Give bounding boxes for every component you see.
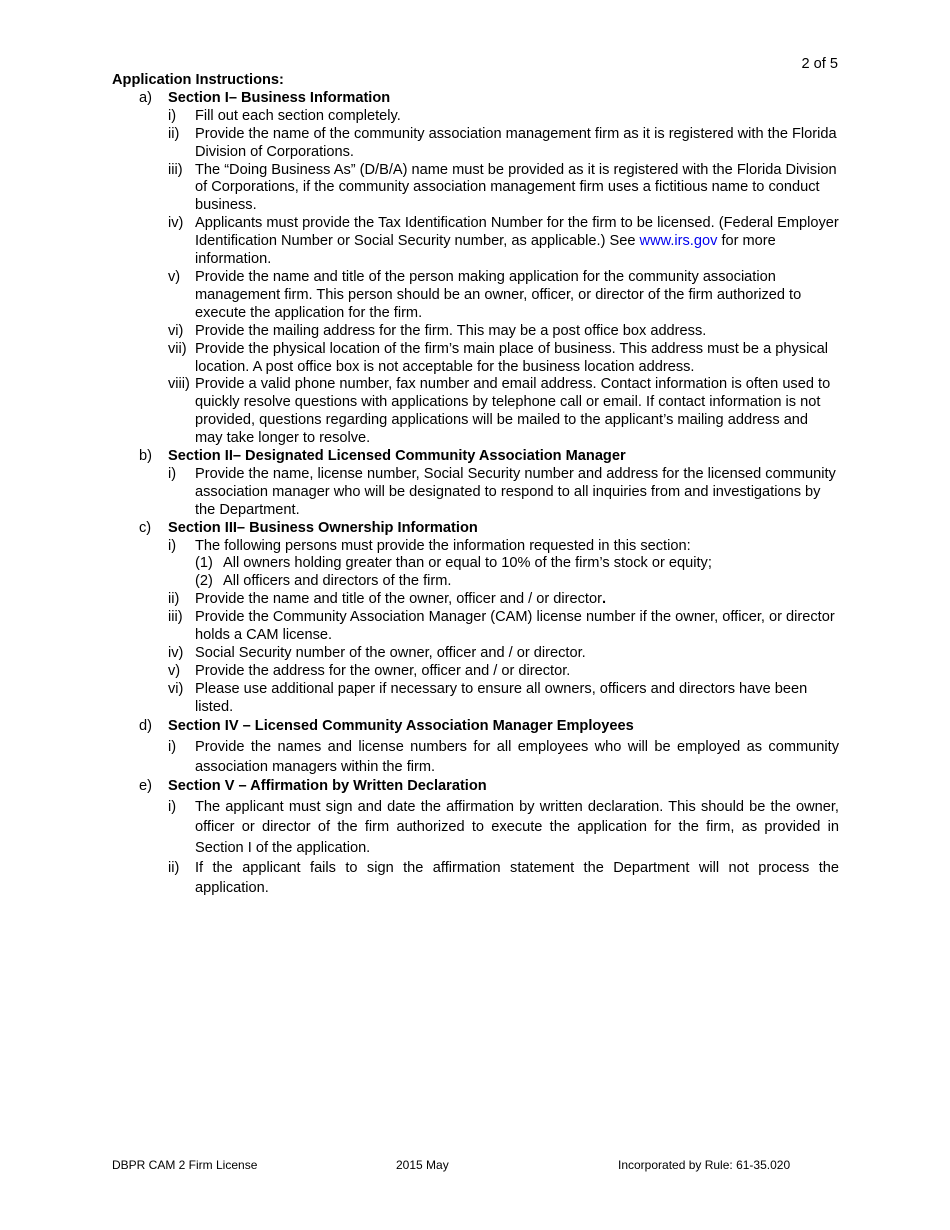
item-number: ii): [168, 591, 180, 608]
footer-rule: Incorporated by Rule: 61-35.020: [618, 1158, 791, 1172]
list-item: [168, 126, 839, 162]
item-text: Fill out each section completely.: [195, 107, 401, 124]
section-affirmation: [112, 778, 839, 898]
section-letter: c): [139, 519, 152, 536]
item-number: iv): [168, 645, 184, 661]
item-number: v): [168, 662, 181, 679]
section-items: [168, 466, 839, 520]
list-item: [168, 609, 839, 645]
list-item: [168, 737, 839, 778]
list-item: [168, 269, 839, 323]
item-number: i): [168, 537, 177, 554]
section-title: Section I– Business Information: [168, 89, 391, 106]
section-business-ownership: [112, 520, 839, 717]
section-business-information: [112, 90, 839, 448]
item-number: viii): [168, 376, 190, 393]
item-text: The applicant must sign and date the affirmation by written declaration. This should be the owner, officer or director of the firm authorized to execute the application for the firm, as provided in Section I of the application.: [195, 799, 839, 856]
section-designated-manager: [112, 448, 839, 520]
item-number: iii): [168, 609, 183, 626]
item-text: Provide the mailing address for the firm. This may be a post office box address.: [195, 322, 707, 339]
section-letter: a): [139, 89, 152, 106]
item-text: Provide a valid phone number, fax number and email address. Contact information is often used to quickly resolve questions with applications by telephone call or email. If contact information is not provided, questions regarding applications will be mailed to the applicant’s mailing address and may take longer to resolve.: [195, 376, 831, 447]
item-text: Provide the physical location of the firm’s main place of business. This address must be a physical location. A post office box is not acceptable for the business location address.: [195, 340, 828, 375]
section-letter: e): [139, 778, 152, 795]
section-letter: b): [139, 448, 152, 465]
item-text: for more information.: [195, 233, 776, 268]
page-number: 2 of 5: [801, 56, 838, 72]
section-title: Section II– Designated Licensed Community Association Manager: [168, 448, 626, 465]
list-item: [168, 663, 839, 681]
item-text: Provide the name, license number, Social Security number and address for the licensed community association manager who will be designated to respond to all inquiries from and investigations by the Department.: [195, 465, 836, 518]
list-item: [168, 538, 839, 592]
section-items: [168, 538, 839, 717]
item-number: iii): [168, 161, 183, 178]
item-text: Applicants must provide the Tax Identification Number for the firm to be licensed. (Federal Employer Identification Number or Social Security number, as applicable.) See: [195, 215, 839, 250]
item-text: Social Security number of the owner, officer and / or director.: [195, 645, 586, 661]
item-number: ii): [168, 859, 180, 876]
item-text: If the applicant fails to sign the affirmation statement the Department will not process the application.: [195, 859, 839, 897]
list-item: [168, 466, 839, 520]
list-item: [168, 108, 839, 126]
sub-item-number: (2): [195, 573, 213, 590]
list-item: [168, 341, 839, 377]
item-text: The “Doing Business As” (D/B/A) name must be provided as it is registered with the Florida Division of Corporations, if the community association management firm uses a fictitious name to conduct business.: [195, 161, 837, 214]
item-number: vi): [168, 680, 184, 697]
item-number: ii): [168, 125, 180, 142]
item-number: i): [168, 799, 177, 816]
item-text: Provide the name of the community association management firm as it is registered with the Florida Division of Corporations.: [195, 125, 837, 160]
document-body: [112, 72, 839, 899]
sub-item: [195, 555, 839, 573]
item-number: i): [168, 465, 177, 482]
list-item: [168, 591, 839, 609]
list-item: [168, 797, 839, 858]
item-text: Provide the names and license numbers for all employees who will be employed as community association managers within the firm.: [195, 738, 839, 775]
item-text: The following persons must provide the information requested in this section:: [195, 537, 691, 554]
sub-item-number: (1): [195, 555, 213, 572]
section-title: Section IV – Licensed Community Association Manager Employees: [168, 717, 634, 734]
item-number: v): [168, 268, 181, 285]
list-item: [168, 323, 839, 341]
item-text: Provide the Community Association Manager (CAM) license number if the owner, officer, or director holds a CAM license.: [195, 609, 835, 644]
section-manager-employees: [112, 718, 839, 778]
sub-item: [195, 573, 839, 591]
list-item: [168, 376, 839, 448]
sub-item-text: All owners holding greater than or equal to 10% of the firm’s stock or equity;: [223, 555, 712, 572]
section-items: [168, 737, 839, 778]
list-item: [168, 858, 839, 899]
section-title: Section V – Affirmation by Written Declaration: [168, 778, 487, 795]
section-letter: d): [139, 717, 152, 734]
list-item: [168, 681, 839, 717]
item-number: i): [168, 107, 177, 124]
section-items: [168, 797, 839, 898]
instructions-heading: Application Instructions:: [112, 72, 284, 88]
item-number: vii): [168, 340, 187, 357]
item-text-period: .: [601, 591, 607, 608]
item-number: iv): [168, 215, 184, 232]
item-text: Please use additional paper if necessary to ensure all owners, officers and directors have been listed.: [195, 680, 808, 715]
item-text: Provide the name and title of the person making application for the community association management firm. This person should be an owner, officer, or director of the firm authorized to execute the application for the firm.: [195, 268, 802, 321]
section-items: [168, 108, 839, 448]
item-text: Provide the name and title of the owner, officer and / or director: [195, 591, 602, 608]
item-number: i): [168, 738, 177, 755]
irs-link[interactable]: www.irs.gov: [639, 233, 718, 250]
footer-date: 2015 May: [396, 1158, 449, 1172]
list-item: [168, 162, 839, 216]
item-number: vi): [168, 322, 184, 339]
sub-item-text: All officers and directors of the firm.: [223, 573, 452, 590]
footer-form-name: DBPR CAM 2 Firm License: [112, 1158, 258, 1172]
item-text: Provide the address for the owner, officer and / or director.: [195, 662, 571, 679]
list-item: [168, 645, 839, 663]
list-item: [168, 215, 839, 269]
section-title: Section III– Business Ownership Information: [168, 519, 478, 536]
